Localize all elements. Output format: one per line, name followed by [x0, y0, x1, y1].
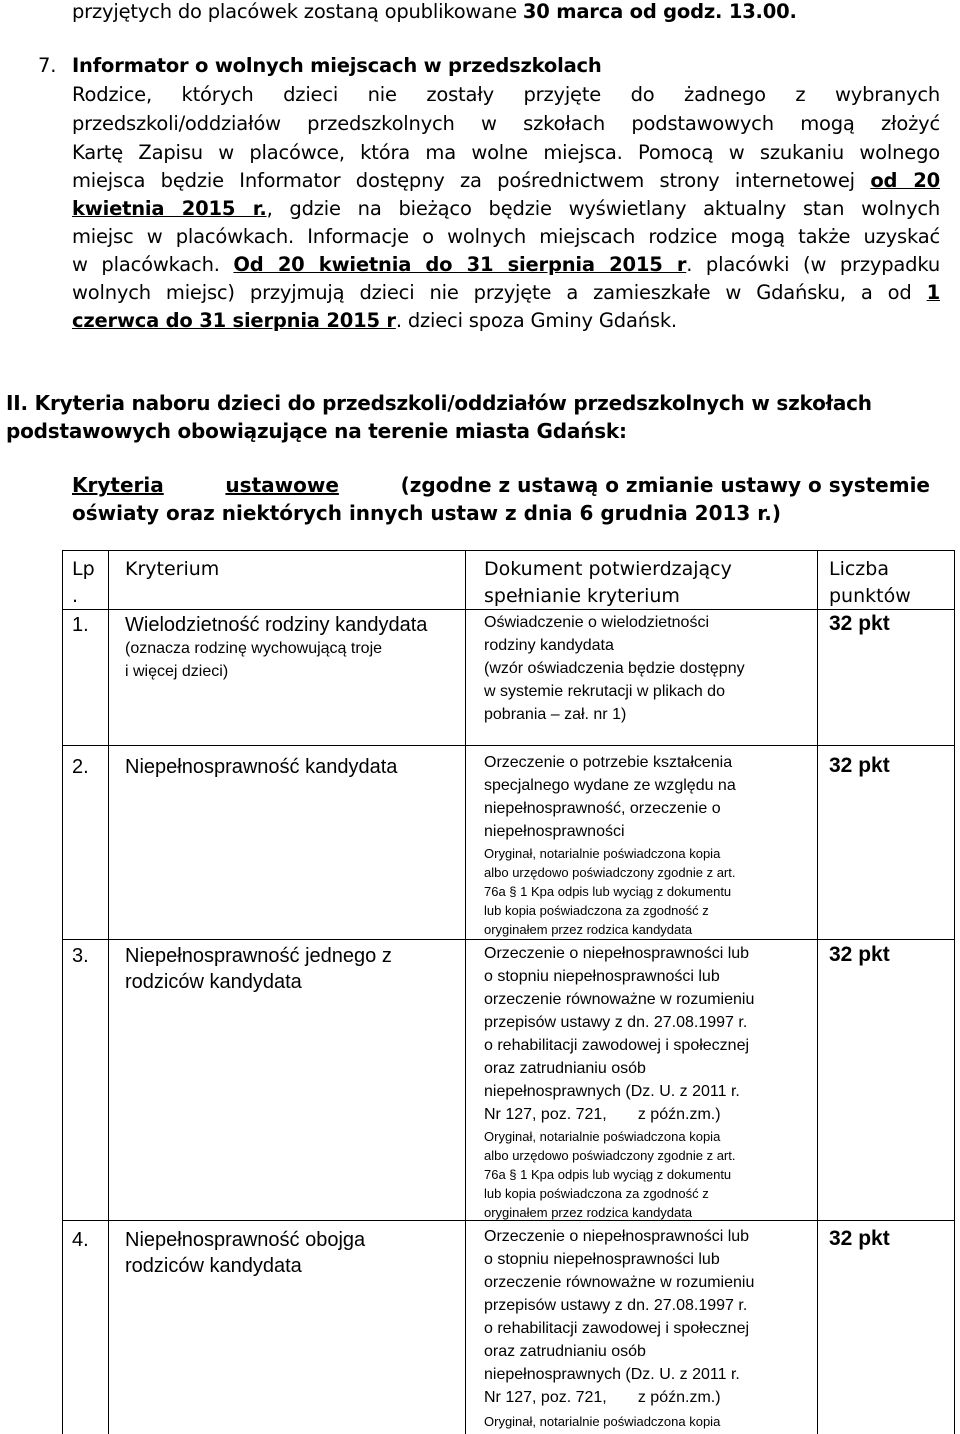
- table-row-1-punkty: 32 pkt: [829, 612, 890, 635]
- section-title-line-2: podstawowych obowiązujące na terenie miasta Gdańsk:: [6, 419, 627, 443]
- table-row-2-lp: 2.: [72, 756, 89, 778]
- table-row-4-punkty: 32 pkt: [829, 1227, 890, 1250]
- criteria-table: [62, 550, 955, 1434]
- table-row-2-kryterium: Niepełnosprawność kandydata: [125, 756, 398, 778]
- table-row-4-kryterium: Niepełnosprawność obojga rodziców kandydata: [125, 1229, 366, 1277]
- row-divider: [63, 939, 954, 940]
- column-divider: [108, 551, 109, 1434]
- intro-line-3: Kartę Zapisu w placówce, która ma wolne miejsca. Pomocą w szukaniu wolnego: [72, 141, 940, 164]
- intro-line-7: w placówkach. Od 20 kwietnia do 31 sierpnia 2015 r. placówki (w przypadku: [72, 253, 940, 276]
- table-row-1-dokument: Oświadczenie o wielodzietności rodziny kandydata (wzór oświadczenia będzie dostępny w systemie rekrutacji w plikach do pobrania – zał. nr 1): [484, 614, 745, 723]
- criteria-subtitle-line-1: Kryteria ustawowe (zgodne z ustawą o zmianie ustawy o systemie: [72, 473, 930, 497]
- item-title: Informator o wolnych miejscach w przedszkolach: [72, 54, 602, 77]
- column-divider: [465, 551, 466, 1434]
- intro-line-6: miejsc w placówkach. Informacje o wolnych miejscach rodzice mogą także uzyskać: [72, 225, 940, 248]
- header-dokument: Dokument potwierdzający spełnianie kryterium: [484, 558, 732, 607]
- table-row-1-kryterium-note: (oznacza rodzinę wychowującą troje i więcej dzieci): [125, 640, 383, 680]
- intro-line-2: przedszkoli/oddziałów przedszkolnych w szkołach podstawowych mogą złożyć: [72, 112, 940, 135]
- header-lp: Lp .: [72, 558, 95, 607]
- intro-line-8: wolnych miejsc) przyjmują dzieci nie przyjęte a zamieszkałe w Gdańsku, a od 1: [72, 281, 940, 304]
- table-row-2-dokument-note: Oryginał, notarialnie poświadczona kopia albo urzędowo poświadczony zgodnie z art. 76a § 1 Kpa odpis lub wyciąg z dokumentu lub kopia poświadczona za zgodność z oryginałem przez rodzica kandydata: [484, 846, 736, 937]
- table-row-1-lp: 1.: [72, 614, 89, 636]
- intro-line-4: miejsca będzie Informator dostępny za pośrednictwem strony internetowej od 20: [72, 169, 940, 192]
- item-7-heading: [38, 54, 602, 77]
- table-row-2-punkty: 32 pkt: [829, 754, 890, 777]
- table-row-4-dokument: Orzeczenie o niepełnosprawności lub o stopniu niepełnosprawności lub orzeczenie równoważne w rozumieniu przepisów ustawy z dn. 27.08.1997 r. o rehabilitacji zawodowej i społecznej oraz zatrudnianiu osób niepełnosprawnych (Dz. U. z 2011 r. Nr 127, poz. 721, z późn.zm.): [484, 1228, 755, 1406]
- section-title-line-1: II. Kryteria naboru dzieci do przedszkoli/oddziałów przedszkolnych w szkołach: [6, 391, 872, 415]
- header-kryterium: Kryterium: [125, 558, 220, 580]
- intro-line-1: Rodzice, których dzieci nie zostały przyjęte do żadnego z wybranych: [72, 83, 940, 106]
- table-row-4-lp: 4.: [72, 1229, 89, 1251]
- table-row-3-dokument-note: Oryginał, notarialnie poświadczona kopia albo urzędowo poświadczony zgodnie z art. 76a § 1 Kpa odpis lub wyciąg z dokumentu lub kopia poświadczona za zgodność z oryginałem przez rodzica kandydata: [484, 1129, 736, 1220]
- table-row-2-dokument: Orzeczenie o potrzebie kształcenia specjalnego wydane ze względu na niepełnosprawność, orzeczenie o niepełnosprawności: [484, 754, 736, 840]
- table-row-4-dokument-note: Oryginał, notarialnie poświadczona kopia: [484, 1414, 721, 1429]
- intro-line-9: czerwca do 31 sierpnia 2015 r. dzieci spoza Gminy Gdańsk.: [72, 309, 677, 332]
- table-row-1-kryterium: Wielodzietność rodziny kandydata: [125, 614, 428, 636]
- table-row-3-lp: 3.: [72, 945, 89, 967]
- row-divider: [63, 745, 954, 746]
- column-divider: [817, 551, 818, 1434]
- item-number: 7.: [38, 54, 57, 77]
- table-row-3-dokument: Orzeczenie o niepełnosprawności lub o stopniu niepełnosprawności lub orzeczenie równoważne w rozumieniu przepisów ustawy z dn. 27.08.1997 r. o rehabilitacji zawodowej i społecznej oraz zatrudnianiu osób niepełnosprawnych (Dz. U. z 2011 r. Nr 127, poz. 721, z późn.zm.): [484, 945, 755, 1123]
- header-punkty: Liczba punktów: [829, 558, 911, 607]
- table-row-3-punkty: 32 pkt: [829, 943, 890, 966]
- intro-line-0: przyjętych do placówek zostaną opublikowane 30 marca od godz. 13.00.: [72, 0, 797, 23]
- intro-line-5: kwietnia 2015 r., gdzie na bieżąco będzie wyświetlany aktualny stan wolnych: [72, 197, 940, 220]
- criteria-subtitle-line-2: oświaty oraz niektórych innych ustaw z dnia 6 grudnia 2013 r.): [72, 501, 782, 525]
- table-row-3-kryterium: Niepełnosprawność jednego z rodziców kandydata: [125, 945, 392, 993]
